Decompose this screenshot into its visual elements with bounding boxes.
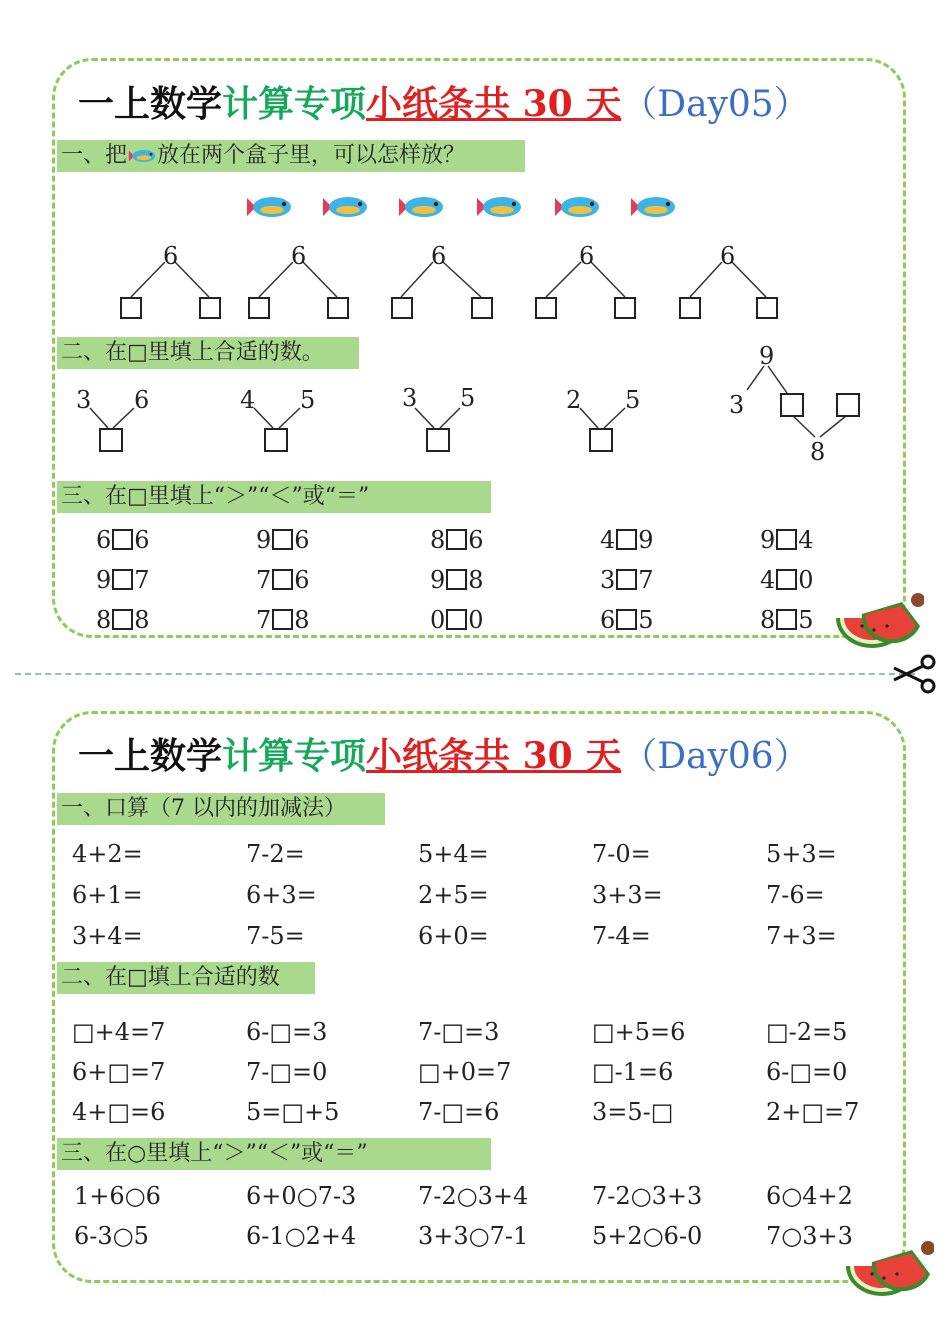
fill-item: 6+□=7 <box>72 1058 166 1086</box>
pair-3-left: 3 <box>402 384 418 412</box>
compare-item: 7-2○3+4 <box>418 1182 529 1210</box>
tree-left: 3 <box>729 391 745 419</box>
pair-4-left: 2 <box>566 386 582 414</box>
compare-item <box>256 526 310 554</box>
compare-item: 7-2○3+3 <box>592 1182 703 1210</box>
compare-box[interactable] <box>446 609 467 630</box>
answer-box[interactable] <box>426 428 450 452</box>
answer-box[interactable] <box>391 297 413 319</box>
watermelon-icon <box>832 592 924 654</box>
compare-item: 1+6○6 <box>74 1182 161 1210</box>
compare-right: 8 <box>134 606 150 634</box>
fill-item: 6-□=3 <box>246 1018 328 1046</box>
split-top-3: 6 <box>431 242 447 270</box>
pair-1-left: 3 <box>76 386 92 414</box>
compare-item <box>256 606 310 634</box>
fill-item: □+5=6 <box>592 1018 686 1046</box>
answer-box[interactable] <box>836 393 860 417</box>
title-part2: 计算专项 <box>222 735 367 777</box>
compare-item <box>96 606 150 634</box>
cut-line <box>15 673 915 675</box>
pair-2-left: 4 <box>240 386 256 414</box>
compare-left: 7 <box>256 566 272 594</box>
compare-item: 3+3○7-1 <box>418 1222 529 1250</box>
compare-box[interactable] <box>112 609 133 630</box>
compare-box[interactable] <box>776 529 797 550</box>
compare-right: 9 <box>638 526 654 554</box>
fill-item: 3=5-□ <box>592 1098 674 1126</box>
calc-item: 7-2= <box>246 840 305 868</box>
compare-right: 5 <box>798 606 814 634</box>
compare-right: 7 <box>638 566 654 594</box>
compare-left: 9 <box>256 526 272 554</box>
compare-item: 6-3○5 <box>74 1222 149 1250</box>
split-top-1: 6 <box>163 242 179 270</box>
calc-item: 6+1= <box>72 881 143 909</box>
title-part3: 小纸条共 30 天 <box>366 83 622 125</box>
compare-box[interactable] <box>272 569 293 590</box>
compare-left: 6 <box>96 526 112 554</box>
calc-item: 5+3= <box>766 840 837 868</box>
calc-item: 7-5= <box>246 922 305 950</box>
answer-box[interactable] <box>120 297 142 319</box>
answer-box[interactable] <box>535 297 557 319</box>
day06-section3-heading: 三、在○里填上“＞”“＜”或“＝” <box>57 1138 491 1170</box>
fill-item: 6-□=0 <box>766 1058 848 1086</box>
title-part2: 计算专项 <box>222 83 367 125</box>
compare-item <box>430 526 484 554</box>
compare-item <box>760 526 814 554</box>
compare-box[interactable] <box>616 609 637 630</box>
compare-right: 6 <box>294 526 310 554</box>
title-part3: 小纸条共 30 天 <box>366 735 622 777</box>
compare-box[interactable] <box>616 529 637 550</box>
pair-1-right: 6 <box>134 386 150 414</box>
calc-item: 7-0= <box>592 840 651 868</box>
section1-prefix: 一、把 <box>61 143 128 168</box>
calc-item: 3+3= <box>592 881 663 909</box>
title-part4: （Day06） <box>621 736 810 777</box>
calc-item: 2+5= <box>418 881 489 909</box>
compare-item: 5+2○6-0 <box>592 1222 703 1250</box>
answer-box[interactable] <box>248 297 270 319</box>
compare-left: 9 <box>430 566 446 594</box>
calc-item: 6+3= <box>246 881 317 909</box>
pair-4-right: 5 <box>625 386 641 414</box>
scissors-icon <box>892 654 940 694</box>
answer-box[interactable] <box>614 297 636 319</box>
calc-item: 7+3= <box>766 922 837 950</box>
compare-left: 4 <box>760 566 776 594</box>
compare-item <box>600 526 654 554</box>
split-top-5: 6 <box>720 242 736 270</box>
compare-box[interactable] <box>112 569 133 590</box>
answer-box[interactable] <box>589 428 613 452</box>
tree-top: 9 <box>759 342 775 370</box>
answer-box[interactable] <box>327 297 349 319</box>
calc-item: 4+2= <box>72 840 143 868</box>
compare-item <box>430 566 484 594</box>
compare-box[interactable] <box>272 609 293 630</box>
answer-box[interactable] <box>756 297 778 319</box>
compare-right: 4 <box>798 526 814 554</box>
compare-right: 6 <box>468 526 484 554</box>
compare-box[interactable] <box>446 529 467 550</box>
watermelon-icon <box>842 1240 934 1302</box>
compare-left: 7 <box>256 606 272 634</box>
compare-left: 3 <box>600 566 616 594</box>
compare-item: 7○3+3 <box>766 1222 853 1250</box>
fill-item: 4+□=6 <box>72 1098 166 1126</box>
compare-left: 4 <box>600 526 616 554</box>
compare-right: 0 <box>468 606 484 634</box>
compare-item <box>256 566 310 594</box>
compare-left: 9 <box>760 526 776 554</box>
compare-right: 5 <box>638 606 654 634</box>
compare-left: 6 <box>600 606 616 634</box>
title-part4: （Day05） <box>621 84 810 125</box>
compare-item: 6+0○7-3 <box>246 1182 357 1210</box>
answer-box[interactable] <box>471 297 493 319</box>
compare-item: 6-1○2+4 <box>246 1222 357 1250</box>
title-part1: 一上数学 <box>78 83 223 125</box>
answer-box[interactable] <box>780 393 804 417</box>
answer-box[interactable] <box>679 297 701 319</box>
split-top-2: 6 <box>291 242 307 270</box>
compare-item: 6○4+2 <box>766 1182 853 1210</box>
compare-box[interactable] <box>616 569 637 590</box>
answer-box[interactable] <box>199 297 221 319</box>
compare-box[interactable] <box>112 529 133 550</box>
fill-item: □-2=5 <box>766 1018 848 1046</box>
compare-left: 9 <box>96 566 112 594</box>
compare-item <box>760 606 814 634</box>
pair-2-right: 5 <box>300 386 316 414</box>
pair-3-right: 5 <box>460 384 476 412</box>
compare-item <box>760 566 814 594</box>
compare-item <box>430 606 484 634</box>
compare-left: 8 <box>96 606 112 634</box>
fill-item: □+4=7 <box>72 1018 166 1046</box>
compare-left: 8 <box>760 606 776 634</box>
section1-suffix: 放在两个盒子里，可以怎样放？ <box>157 143 466 168</box>
compare-right: 7 <box>134 566 150 594</box>
compare-item <box>600 566 654 594</box>
day05-section3-heading: 三、在□里填上“＞”“＜”或“＝” <box>57 481 491 513</box>
answer-box[interactable] <box>99 428 123 452</box>
fill-item: 7-□=3 <box>418 1018 500 1046</box>
compare-right: 8 <box>468 566 484 594</box>
compare-right: 6 <box>134 526 150 554</box>
compare-left: 0 <box>430 606 446 634</box>
day06-section2-heading: 二、在□填上合适的数 <box>57 962 315 994</box>
calc-item: 6+0= <box>418 922 489 950</box>
calc-item: 3+4= <box>72 922 143 950</box>
fill-item: □+0=7 <box>418 1058 512 1086</box>
compare-item <box>600 606 654 634</box>
fill-item: 7-□=6 <box>418 1098 500 1126</box>
calc-item: 7-6= <box>766 881 825 909</box>
calc-item: 7-4= <box>592 922 651 950</box>
calc-item: 5+4= <box>418 840 489 868</box>
fill-item: □-1=6 <box>592 1058 674 1086</box>
compare-box[interactable] <box>776 609 797 630</box>
compare-right: 8 <box>294 606 310 634</box>
compare-box[interactable] <box>446 569 467 590</box>
compare-right: 0 <box>798 566 814 594</box>
day06-section1-heading: 一、口算（7 以内的加减法） <box>57 793 385 825</box>
compare-item <box>96 566 150 594</box>
compare-left: 8 <box>430 526 446 554</box>
compare-item <box>96 526 150 554</box>
tree-bottom: 8 <box>810 438 826 466</box>
day06-title <box>78 728 810 779</box>
title-part1: 一上数学 <box>78 735 223 777</box>
compare-box[interactable] <box>776 569 797 590</box>
fill-item: 7-□=0 <box>246 1058 328 1086</box>
compare-box[interactable] <box>272 529 293 550</box>
answer-box[interactable] <box>264 428 288 452</box>
fill-item: 5=□+5 <box>246 1098 340 1126</box>
split-top-4: 6 <box>579 242 595 270</box>
day05-section2-heading: 二、在□里填上合适的数。 <box>57 337 359 369</box>
fill-item: 2+□=7 <box>766 1098 860 1126</box>
compare-right: 6 <box>294 566 310 594</box>
